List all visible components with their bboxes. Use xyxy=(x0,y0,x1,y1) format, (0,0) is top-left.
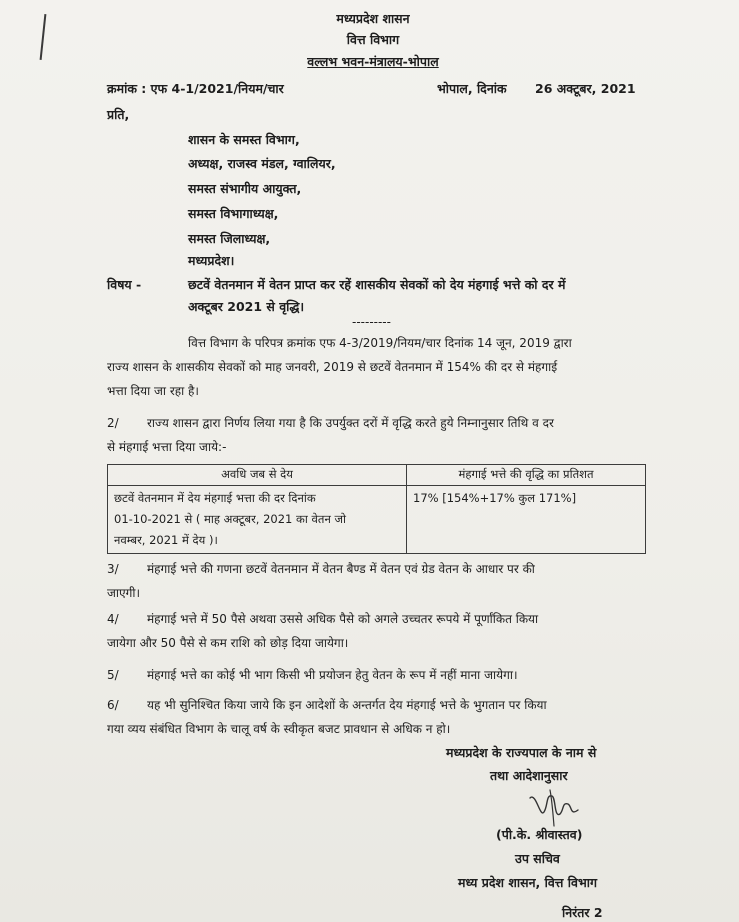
table-cell-percentage: 17% [154%+17% कुल 171%] xyxy=(407,486,646,554)
subject-line-2: अक्टूबर 2021 से वृद्धि। xyxy=(188,299,305,314)
para-2-line-2: से मंहगाई भत्ता दिया जाये:- xyxy=(107,440,227,454)
header-govt: मध्यप्रदेश शासन xyxy=(336,11,410,26)
subject-divider: --------- xyxy=(352,315,391,329)
header-dept: वित्त विभाग xyxy=(346,32,400,47)
subject-line-1: छटवें वेतनमान में वेतन प्राप्त कर रहें शासकीय सेवकों को देय मंहगाई भत्ते को दर में xyxy=(188,277,566,292)
recipient: समस्त संभागीय आयुक्त, xyxy=(188,181,302,196)
signature-line-2: तथा आदेशानुसार xyxy=(490,768,568,783)
recipient: मध्यप्रदेश। xyxy=(188,253,235,268)
da-rate-table xyxy=(107,464,646,554)
continued-marker: निरंतर 2 xyxy=(562,905,603,920)
recipient: समस्त जिलाध्यक्ष, xyxy=(188,231,271,246)
para-4-line-2: जायेगा और 50 पैसे से कम राशि को छोड़ दिया जायेगा। xyxy=(107,636,349,650)
para-4-line-1: मंहगाई भत्ते में 50 पैसे अथवा उससे अधिक पैसे को अगले उच्चतर रूपये में पूर्णांकित किया xyxy=(147,612,539,626)
table-header-period: अवधि जब से देय xyxy=(108,465,407,486)
signatory-name: (पी.के. श्रीवास्तव) xyxy=(496,827,583,842)
para-3-number: 3/ xyxy=(107,562,119,576)
para-2-number: 2/ xyxy=(107,416,119,430)
recipient: अध्यक्ष, राजस्व मंडल, ग्वालियर, xyxy=(188,156,336,171)
pen-mark xyxy=(40,14,47,60)
handwritten-signature xyxy=(526,788,582,828)
para-1-line-1: वित्त विभाग के परिपत्र क्रमांक एफ 4-3/2019/नियम/चार दिनांक 14 जून, 2019 द्वारा xyxy=(188,336,572,350)
table-header-row xyxy=(108,465,646,486)
para-6-line-2: गया व्यय संबंधित विभाग के चालू वर्ष के स्वीकृत बजट प्रावधान से अधिक न हो। xyxy=(107,722,451,736)
ref-number: क्रमांक : एफ 4-1/2021/नियम/चार xyxy=(107,81,284,96)
para-1-line-2: राज्य शासन के शासकीय सेवकों को माह जनवरी, 2019 से छटवें वेतनमान में 154% की दर से मंहगाई xyxy=(107,360,558,374)
para-6-line-1: यह भी सुनिश्चित किया जाये कि इन आदेशों के अन्तर्गत देय मंहगाई भत्ते के भुगतान पर किया xyxy=(147,698,547,712)
table-cell-period-line: 01-10-2021 से ( माह अक्टूबर, 2021 का वेतन जो xyxy=(114,512,346,526)
signatory-office: मध्य प्रदेश शासन, वित्त विभाग xyxy=(458,875,598,890)
signatory-designation: उप सचिव xyxy=(515,851,560,866)
para-1-line-3: भत्ता दिया जा रहा है। xyxy=(107,384,199,398)
recipient: समस्त विभागाध्यक्ष, xyxy=(188,206,279,221)
table-row xyxy=(108,486,646,554)
table-header-percentage: मंहगाई भत्ते की वृद्धि का प्रतिशत xyxy=(407,465,646,486)
para-3-line-2: जाएगी। xyxy=(107,586,141,600)
para-3-line-1: मंहगाई भत्ते की गणना छटवें वेतनमान में वेतन बैण्ड में वेतन एवं ग्रेड वेतन के आधार पर की xyxy=(147,562,535,576)
recipient: शासन के समस्त विभाग, xyxy=(188,132,300,147)
table-cell-period-line: नवम्बर, 2021 में देय )। xyxy=(114,533,218,547)
to-label: प्रति, xyxy=(107,107,130,122)
para-5-number: 5/ xyxy=(107,668,119,682)
para-6-number: 6/ xyxy=(107,698,119,712)
ref-place-date-label: भोपाल, दिनांक xyxy=(437,81,507,96)
signature-line-1: मध्यप्रदेश के राज्यपाल के नाम से xyxy=(446,745,597,760)
para-5-line-1: मंहगाई भत्ते का कोई भी भाग किसी भी प्रयोजन हेतु वेतन के रूप में नहीं माना जायेगा। xyxy=(147,668,518,682)
para-4-number: 4/ xyxy=(107,612,119,626)
subject-label: विषय - xyxy=(107,277,142,292)
ref-date: 26 अक्टूबर, 2021 xyxy=(535,81,636,96)
header-address: वल्लभ भवन-मंत्रालय-भोपाल xyxy=(307,54,439,69)
para-2-line-1: राज्य शासन द्वारा निर्णय लिया गया है कि उपर्युक्त दरों में वृद्धि करते हुये निम्नानुसार तिथि व दर xyxy=(147,416,554,430)
table-cell-period-line: छटवें वेतनमान में देय मंहगाई भत्ता की दर दिनांक xyxy=(114,491,316,505)
table-cell-period xyxy=(108,486,407,554)
